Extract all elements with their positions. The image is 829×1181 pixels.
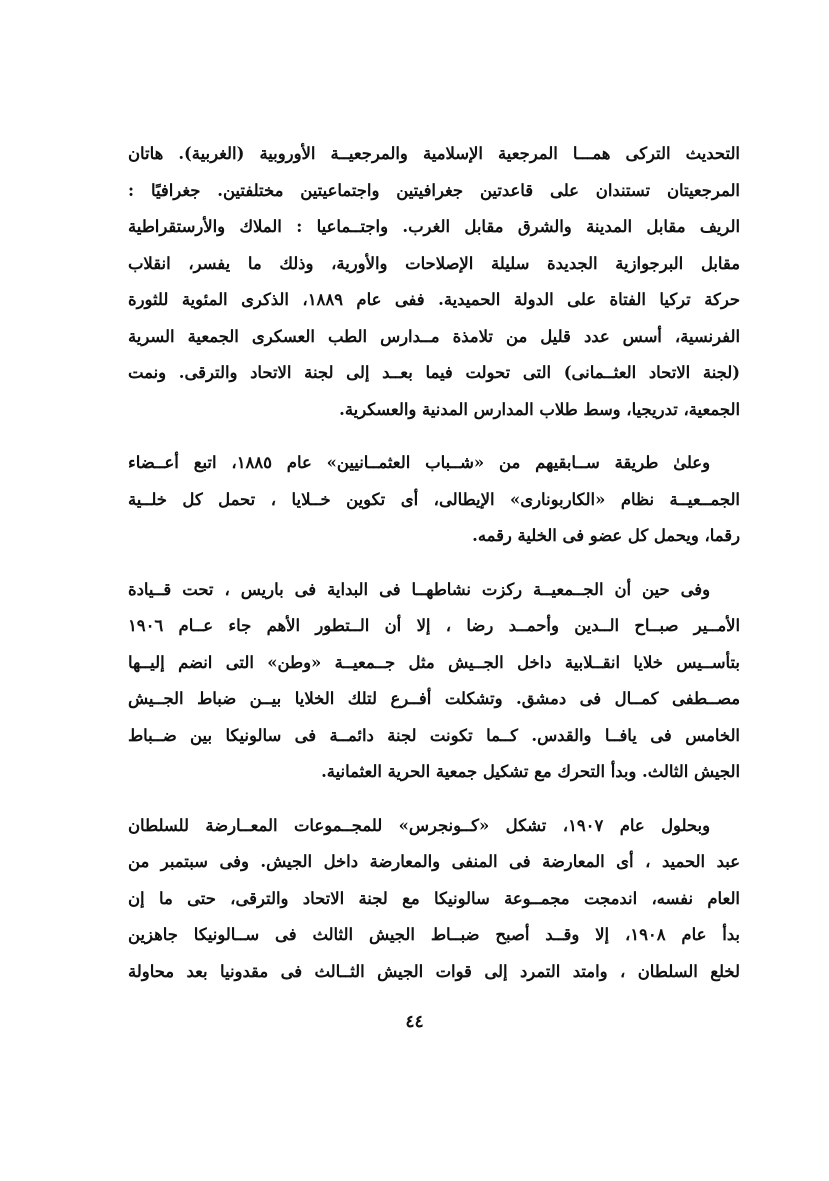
text-line: الجمــعيــة نظام «الكاربونارى» الإيطالى، أى تكوين خــلايا ، تحمل كل خلــية — [128, 489, 740, 509]
text-line: عبد الحميد ، أى المعارضة فى المنفى والمعارضة داخل الجيش. وفى سبتمبر من — [128, 852, 740, 871]
text-line: الجيش الثالث. وبدأ التحرك مع تشكيل جمعية الحرية العثمانية. — [321, 762, 740, 781]
text-line: مقابل البرجوازية الجديدة سليلة الإصلاحات والأورية، وذلك ما يفسر، انقلاب — [128, 253, 740, 273]
text-line: (لجنة الاتحاد العثــمانى) التى تحولت فيما بعــد إلى لجنة الاتحاد والترقى. ونمت — [128, 363, 740, 382]
text-line: العام نفسه، اندمجت مجمــوعة سالونيكا مع لجنة الاتحاد والترقى، حتى ما إن — [128, 888, 740, 908]
paragraph-2 — [128, 445, 740, 555]
text-line: الخامس فى يافــا والقدس. كــما تكونت لجنة دائمــة فى سالونيكا بين ضــباط — [128, 725, 740, 745]
text-line: الجمعية، تدريجيا، وسط طلاب المدارس المدنية والعسكرية. — [339, 399, 740, 419]
text-line: المرجعيتان تستندان على قاعدتين جغرافيتين واجتماعيتين مختلفتين. جغرافيًا : — [128, 180, 740, 200]
paragraph-4 — [128, 808, 740, 991]
text-line: حركة تركيا الفتاة على الدولة الحميدية. ففى عام ١٨٨٩، الذكرى المئوية للثورة — [128, 290, 740, 309]
text-line: وعلىٰ طريقة ســابقيهم من «شــباب العثمــانيين» عام ١٨٨٥، اتبع أعــضاء — [128, 453, 710, 472]
text-line: الريف مقابل المدينة والشرق مقابل الغرب. واجتــماعيا : الملاك والأرستقراطية — [128, 217, 740, 236]
text-line: بدأ عام ١٩٠٨، إلا وقــد أصبح ضبــاط الجيش الثالث فى ســالونيكا جاهزين — [128, 925, 740, 944]
paragraph-1 — [128, 136, 740, 428]
text-line: وبحلول عام ١٩٠٧، تشكل «كــونجرس» للمجــموعات المعــارضة للسلطان — [128, 815, 710, 835]
text-line: وفى حين أن الجــمعيــة ركزت نشاطهــا فى البداية فى باريس ، تحت قــيادة — [128, 579, 710, 599]
body-text — [128, 136, 740, 990]
text-line: مصــطفى كمــال فى دمشق. وتشكلت أفــرع لتلك الخلايا بيــن ضباط الجــيش — [128, 689, 740, 708]
text-line: بتأســيس خلايا انقــلابية داخل الجــيش مثل جــمعيــة «وطن» التى انضم إليــها — [128, 652, 740, 672]
paragraph-3 — [128, 572, 740, 791]
text-line: التحديث التركى همـــا المرجعية الإسلامية والمرجعيــة الأوروبية (الغربية). هاتان — [128, 144, 740, 163]
paragraph-gap — [128, 791, 740, 808]
text-line: لخلع السلطان ، وامتد التمرد إلى قوات الجيش الثــالث فى مقدونيا بعد محاولة — [128, 961, 740, 981]
page-number: ٤٤ — [405, 1012, 424, 1032]
text-line: الفرنسية، أسس عدد قليل من تلامذة مــدارس الطب العسكرى الجمعية السرية — [128, 326, 740, 346]
paragraph-gap — [128, 428, 740, 445]
text-line: رقما، ويحمل كل عضو فى الخلية رقمه. — [472, 526, 740, 545]
text-line: الأمــير صبــاح الــدين وأحمــد رضا ، إلا أن الــتطور الأهم جاء عــام ١٩٠٦ — [128, 616, 740, 635]
paragraph-gap — [128, 555, 740, 572]
